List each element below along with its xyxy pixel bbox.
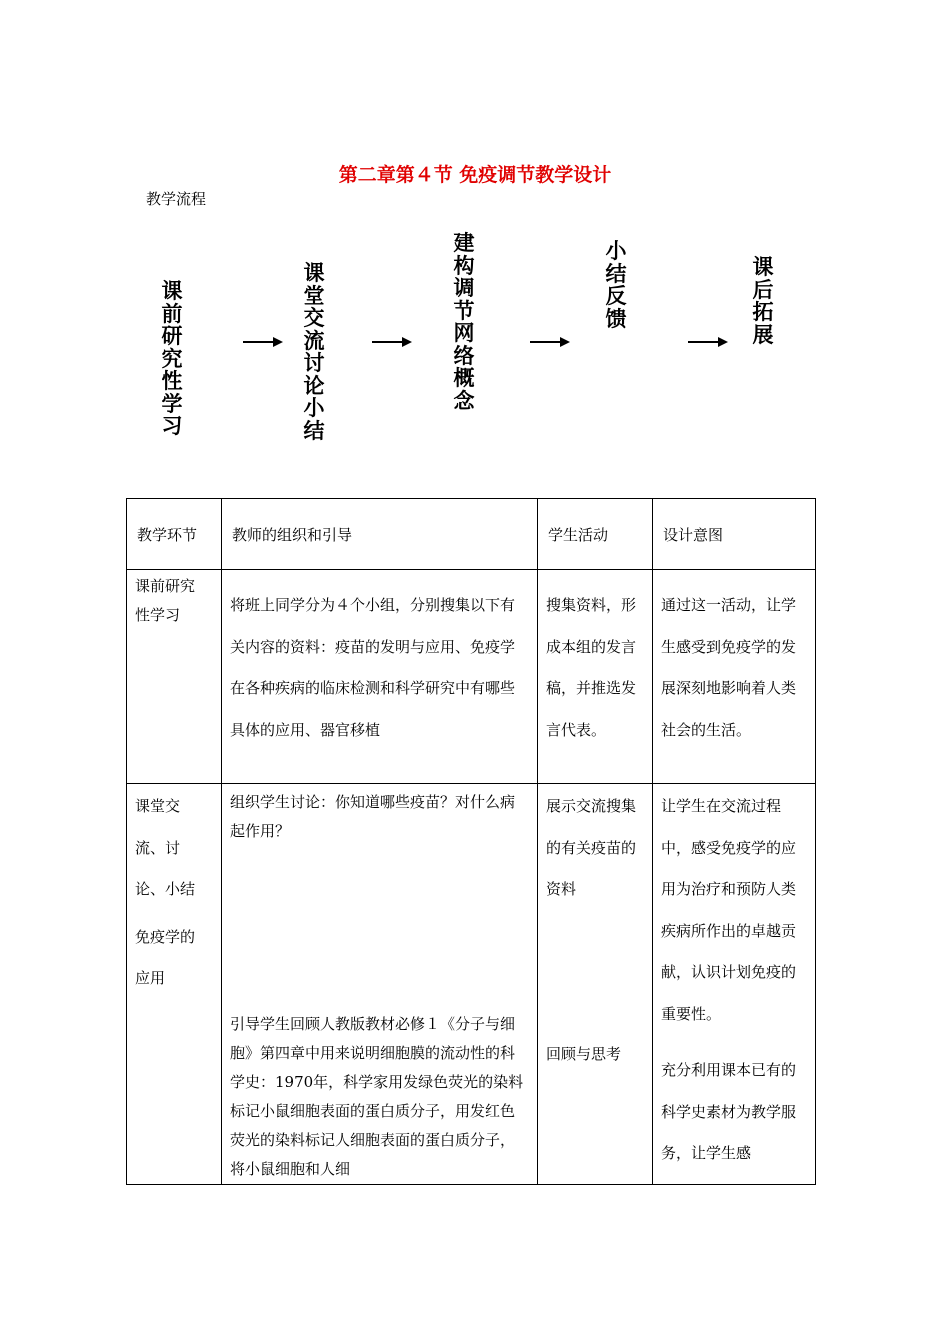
stage-cell: 课前研究性学习 <box>135 577 196 624</box>
header-intent: 设计意图 <box>653 499 816 570</box>
intent-cell: 通过这一活动，让学生感受到免疫学的发展深刻地影响着人类社会的生活。 <box>661 596 797 739</box>
student-share: 展示交流搜集的有关疫苗的资料 <box>546 797 637 898</box>
page-title: 第二章第４节 免疫调节教学设计 <box>338 164 612 186</box>
lesson-table <box>126 498 816 1185</box>
intent-share: 让学生在交流过程中，感受免疫学的应用为治疗和预防人类疾病所作出的卓越贡献，认识计划免疫的重要性。 <box>661 797 797 1023</box>
student-review: 回顾与思考 <box>546 1045 622 1063</box>
teacher-cell: 将班上同学分为４个小组，分别搜集以下有关内容的资料：疫苗的发明与应用、免疫学在各种疾病的临床检测和科学研究中有哪些具体的应用、器官移植 <box>230 596 516 739</box>
teacher-review: 引导学生回顾人教版教材必修１《分子与细胞》第四章中用来说明细胞膜的流动性的科学史：1970年，科学家用发绿色荧光的染料标记小鼠细胞表面的蛋白质分子，用发红色荧光的染料标记人细胞表面的蛋白质分子，将小鼠细胞和人细 <box>230 1015 524 1178</box>
teacher-discussion: 组织学生讨论：你知道哪些疫苗？对什么病起作用？ <box>230 793 516 840</box>
flow-step-1: 课前研究性学习 <box>161 279 183 438</box>
table-header-row <box>127 499 816 570</box>
arrow-icon <box>243 334 283 350</box>
table-row <box>127 570 816 784</box>
flow-step-4: 小结反馈 <box>605 239 627 331</box>
header-teacher: 教师的组织和引导 <box>222 499 538 570</box>
header-student: 学生活动 <box>538 499 653 570</box>
flow-step-5: 课后拓展 <box>752 255 774 347</box>
table-row <box>127 784 816 1185</box>
header-stage: 教学环节 <box>127 499 222 570</box>
student-cell: 搜集资料，形成本组的发言稿，并推选发言代表。 <box>546 596 637 739</box>
flow-step-2: 课堂交流讨论小结 <box>303 261 325 443</box>
intent-review: 充分利用课本已有的科学史素材为教学服务，让学生感 <box>661 1061 797 1162</box>
stage-subtitle: 免疫学的应用 <box>135 927 196 987</box>
flow-step-3: 建构调节网络概念 <box>453 231 475 413</box>
arrow-icon <box>530 334 570 350</box>
flow-label: 教学流程 <box>146 190 207 208</box>
arrow-icon <box>372 334 412 350</box>
stage-cell: 课堂交流、讨论、小结 <box>135 797 196 898</box>
arrow-icon <box>688 334 728 350</box>
